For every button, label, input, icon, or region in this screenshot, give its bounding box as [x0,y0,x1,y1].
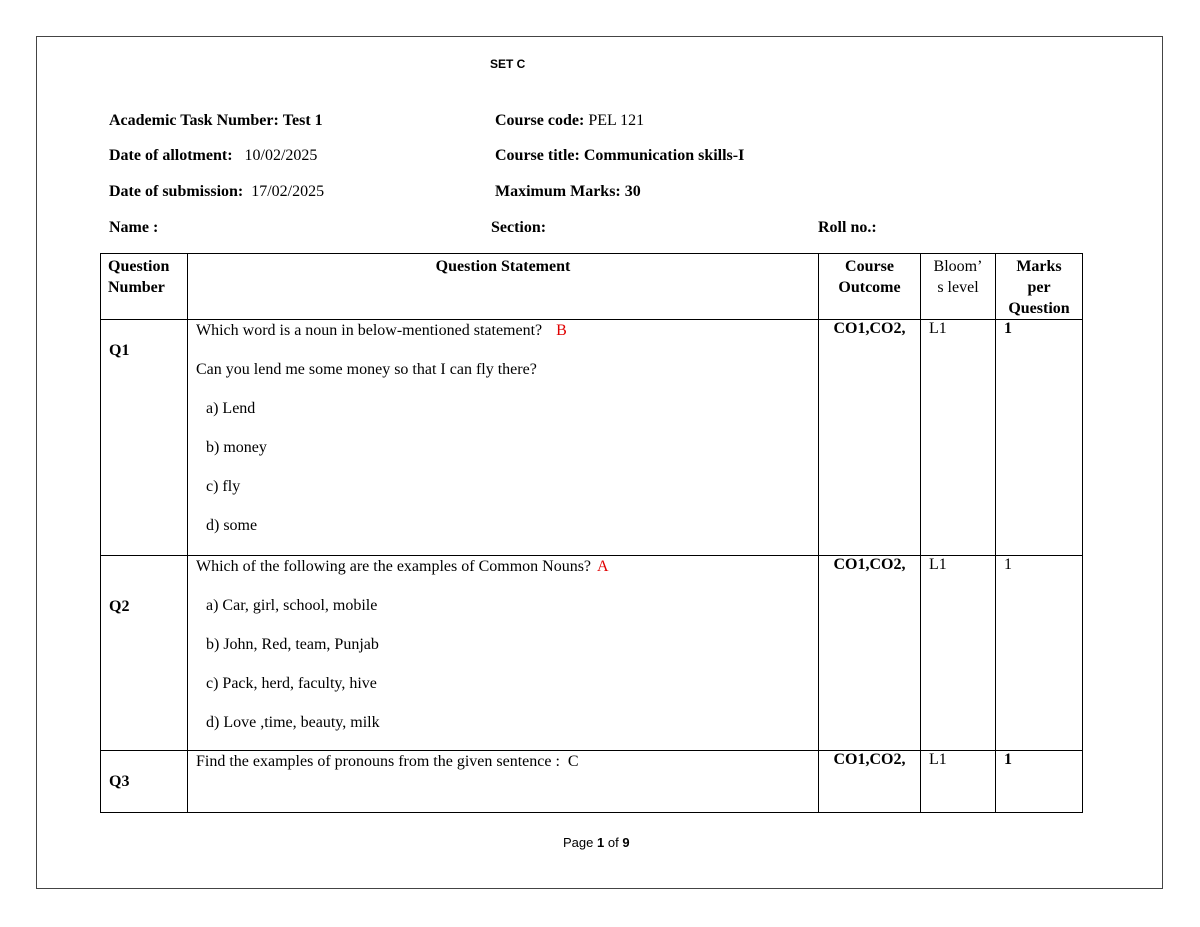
table-row [101,751,1083,813]
submission-label: Date of submission: [109,183,244,200]
marks-cell: 1 [996,320,1083,556]
question-number-cell [101,751,188,813]
question-statement: Which of the following are the examples of Common Nouns? A [196,558,609,575]
course-outcome-cell: CO1,CO2, [819,751,921,813]
allotment-label: Date of allotment: [109,147,233,164]
course-title-value: Communication skills-I [583,147,745,164]
course-title-field [495,147,744,165]
roll-label: Roll no.: [818,219,877,236]
question-statement: Which word is a noun in below-mentioned statement? B [196,322,567,339]
question-number: Q2 [109,598,130,615]
course-code-label: Course code: [495,112,585,129]
header-row [101,254,1083,320]
question-number-cell [101,320,188,556]
course-outcome-cell: CO1,CO2, [819,320,921,556]
bloom-level-cell: L1 [921,556,996,751]
submission-field [109,183,324,201]
option-item: c) fly [206,478,241,495]
course-outcome-cell: CO1,CO2, [819,556,921,751]
col-header-outcome: Course Outcome [819,254,921,320]
max-marks-value: 30 [624,183,641,200]
question-extra-sentence: Can you lend me some money so that I can fly there? [196,361,537,378]
answer-key: A [597,558,609,575]
academic-task-field [109,112,323,130]
name-field [109,219,158,237]
bloom-level-cell: L1 [921,320,996,556]
col-header-number: Question Number [101,254,188,320]
answer-key: C [567,753,579,770]
question-statement-cell [188,751,819,813]
roll-field [818,219,877,237]
option-item: a) Car, girl, school, mobile [206,597,378,614]
option-item: d) some [206,517,258,534]
allotment-value: 10/02/2025 [244,147,318,164]
section-field [491,219,546,237]
option-item: a) Lend [206,400,256,417]
question-statement: Find the examples of pronouns from the given sentence : C [196,753,579,770]
question-number-cell [101,556,188,751]
col-header-bloom: Bloom’ s level [921,254,996,320]
max-marks-label: Maximum Marks: [495,183,621,200]
option-item: b) money [206,439,267,456]
table-row [101,320,1083,556]
course-code-value: PEL 121 [588,112,645,129]
col-header-marks: Marks per Question [996,254,1083,320]
marks-cell: 1 [996,556,1083,751]
course-title-label: Course title: [495,147,580,164]
academic-task-label: Academic Task Number: [109,112,279,129]
col-header-statement: Question Statement [188,254,819,320]
academic-task-value: Test 1 [282,112,323,129]
option-item: c) Pack, herd, faculty, hive [206,675,377,692]
question-number: Q1 [109,342,130,359]
table-row [101,556,1083,751]
question-number: Q3 [109,773,130,790]
submission-value: 17/02/2025 [251,183,325,200]
page-number: Page 1 of 9 [563,835,630,850]
option-item: b) John, Red, team, Punjab [206,636,379,653]
marks-cell: 1 [996,751,1083,813]
answer-key: B [556,322,567,339]
bloom-level-cell: L1 [921,751,996,813]
option-item: d) Love ,time, beauty, milk [206,714,380,731]
question-statement-cell [188,556,819,751]
name-label: Name : [109,219,159,236]
course-code-field [495,112,644,130]
question-table [100,253,1083,813]
question-statement-cell [188,320,819,556]
allotment-field [109,147,317,165]
set-label: SET C [490,57,526,71]
max-marks-field [495,183,641,201]
section-label: Section: [491,219,547,236]
